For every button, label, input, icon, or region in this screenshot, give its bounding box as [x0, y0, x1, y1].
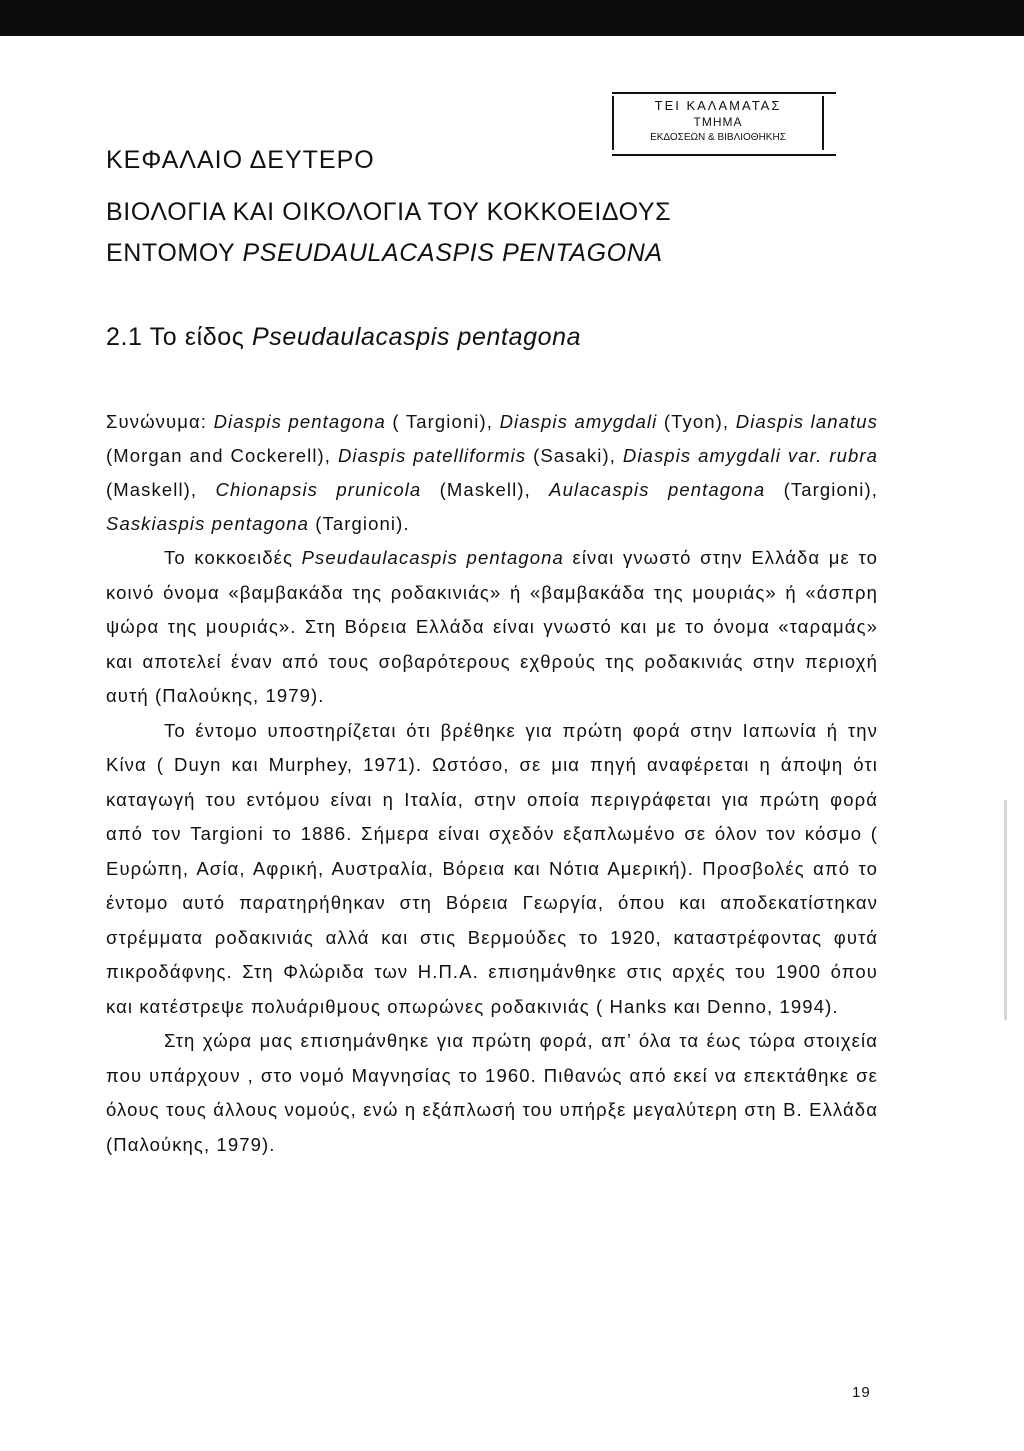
chapter-title-line-2 [106, 239, 926, 268]
section-species: Pseudaulacaspis pentagona [251, 323, 582, 351]
syn-name: Diaspis amygdali var. rubra [622, 445, 879, 466]
syn-text: Συνώνυμα: [106, 411, 214, 432]
body-text [106, 405, 878, 1162]
syn-name: Aulacaspis pentagona [549, 479, 766, 500]
scan-top-band [0, 0, 1024, 36]
section-number: 2.1 [106, 323, 143, 351]
syn-name: Diaspis patelliformis [337, 445, 527, 466]
syn-text: (Targioni), [765, 479, 878, 500]
paragraph-1 [106, 541, 878, 714]
para1-species: Pseudaulacaspis pentagona [301, 547, 564, 568]
syn-name: Chionapsis prunicola [215, 479, 422, 500]
title-species: PSEUDAULACASPIS PENTAGONA [242, 239, 663, 267]
syn-name: Diaspis amygdali [499, 411, 658, 432]
syn-name: Diaspis lanatus [735, 411, 879, 432]
paragraph-2: Το έντομο υποστηρίζεται ότι βρέθηκε για πρώτη φορά στην Ιαπωνία ή την Κίνα ( Duyn και Murphey, 1971). Ωστόσο, σε μια πηγή αναφέρεται η άποψη ότι καταγωγή του εντόμου είναι η Ιταλία, στην οποία περιγράφεται για πρώτη φορά από τον Targioni το 1886. Σήμερα είναι σχεδόν εξαπλωμένο σε όλον τον κόσμο ( Ευρώπη, Ασία, Αφρική, Αυστραλία, Βόρεια και Νότια Αμερική). Προσβολές από το έντομο αυτό παρατηρήθηκαν στη Βόρεια Γεωργία, όπου και αποδεκατίστηκαν στρέμματα ροδακινιάς αλλά και στις Βερμούδες το 1920, καταστρέφοντας φυτά πικροδάφνης. Στη Φλώριδα των Η.Π.Α. επισημάνθηκε στις αρχές του 1900 όπου και κατέστρεψε πολυάριθμους οπωρώνες ροδακινιάς ( Hanks και Denno, 1994). [106, 719, 878, 1017]
syn-text: ( Targioni), [385, 411, 500, 432]
library-stamp [612, 96, 824, 150]
chapter-title-line-1: ΒΙΟΛΟΓΙΑ ΚΑΙ ΟΙΚΟΛΟΓΙΑ ΤΟΥ ΚΟΚΚΟΕΙΔΟΥΣ [106, 198, 672, 226]
stamp-line-1: ΤΕΙ ΚΑΛΑΜΑΤΑΣ [654, 98, 782, 113]
syn-text: (Maskell), [421, 479, 550, 500]
synonyms-paragraph [106, 405, 878, 541]
syn-text: (Maskell), [106, 479, 216, 500]
page-number: 19 [852, 1384, 871, 1401]
stamp-line-3: ΕΚΔΟΣΕΩΝ & ΒΙΒΛΙΟΘΗΚΗΣ [650, 132, 786, 143]
paragraph-3: Στη χώρα μας επισημάνθηκε για πρώτη φορά, απ’ όλα τα έως τώρα στοιχεία που υπάρχουν , στο νομό Μαγνησίας το 1960. Πιθανώς από εκεί να επεκτάθηκε σε όλους τους άλλους νομούς, ενώ η εξάπλωσή του υπήρξε μεγαλύτερη στη Β. Ελλάδα (Παλούκης, 1979). [106, 1030, 878, 1155]
chapter-heading: ΚΕΦΑΛΑΙΟ ΔΕΥΤΕΡΟ [106, 146, 375, 174]
syn-text: (Tyon), [657, 411, 736, 432]
syn-name: Diaspis pentagona [213, 411, 386, 432]
para1-start: Το κοκκοειδές [164, 547, 302, 568]
para1-rest: είναι γνωστό στην Ελλάδα με το κοινό όνομα «βαμβακάδα της ροδακινιάς» ή «βαμβακάδα της μουριάς» ή «άσπρη ψώρα της μουριάς». Στη Βόρεια Ελλάδα είναι γνωστό και με το όνομα «ταραμάς» και αποτελεί έναν από τους σοβαρότερους εχθρούς της ροδακινιάς στην περιοχή αυτή (Παλούκης, 1979). [106, 547, 878, 706]
syn-text: (Morgan and Cockerell), [106, 445, 338, 466]
stamp-line-2: ΤΜΗΜΑ [693, 115, 743, 129]
syn-text: (Targioni). [309, 513, 410, 534]
syn-text: (Sasaki), [526, 445, 623, 466]
scan-edge-mark [1004, 800, 1007, 1020]
title-prefix: ΕΝΤΟΜΟΥ [106, 239, 243, 267]
syn-name: Saskiaspis pentagona [106, 513, 310, 534]
section-heading [106, 323, 581, 352]
section-text: Το είδος [149, 323, 252, 351]
